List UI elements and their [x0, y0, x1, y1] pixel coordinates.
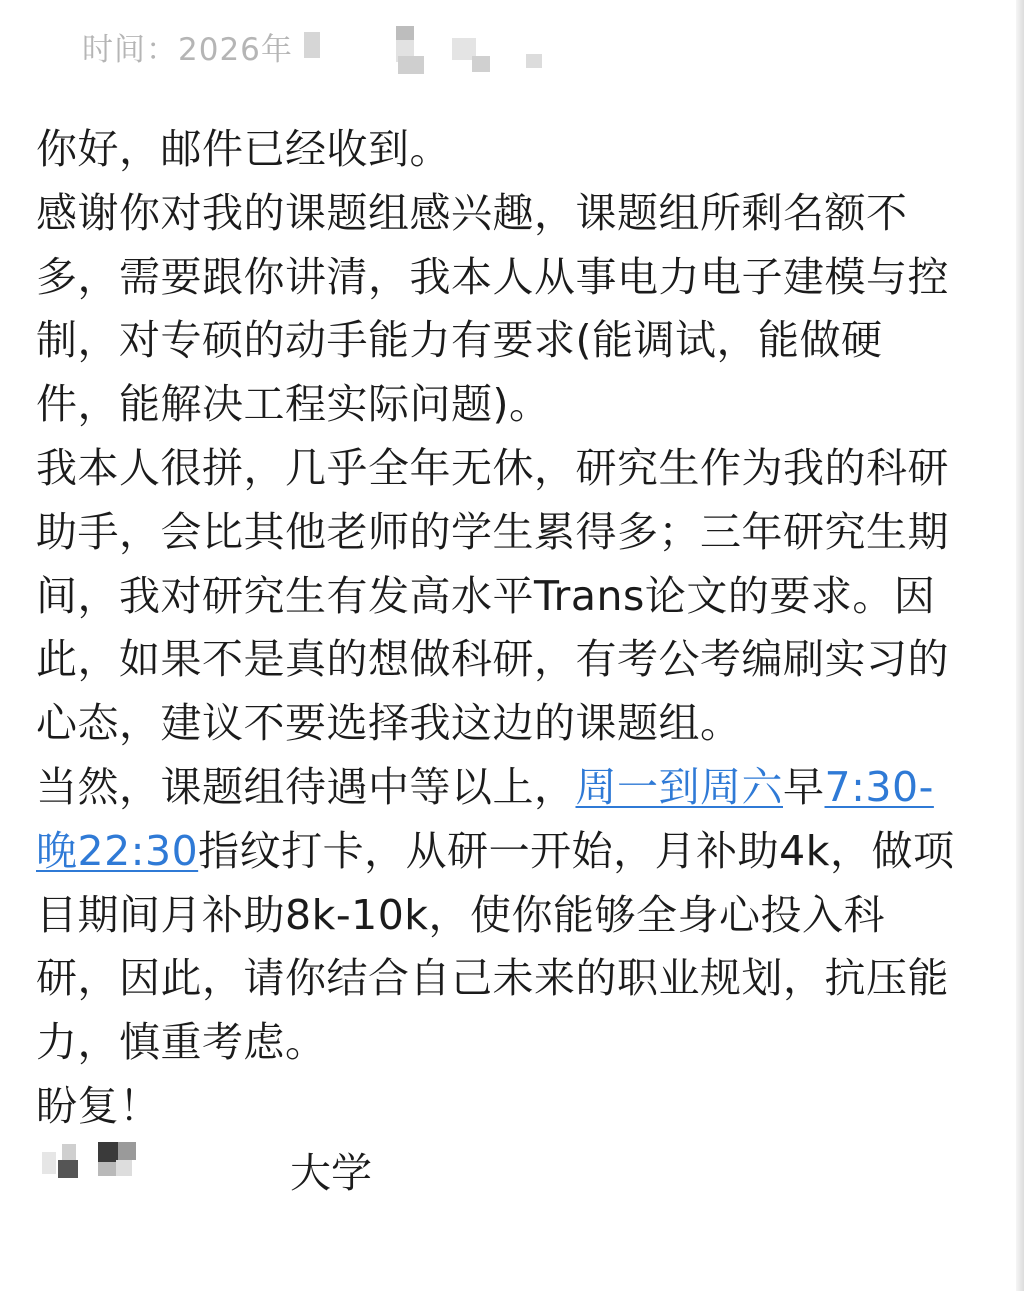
body-line: 力，慎重考虑。: [36, 1018, 327, 1067]
body-line: 感谢你对我的课题组感兴趣，课题组所剩名额不: [36, 188, 908, 237]
schedule-link-start-time[interactable]: 7:30-: [824, 762, 934, 811]
body-line: 助手，会比其他老师的学生累得多；三年研究生期: [36, 507, 949, 556]
body-line: 心态，建议不要选择我这边的课题组。: [36, 699, 742, 748]
body-line: 间，我对研究生有发高水平Trans论文的要求。因: [36, 571, 936, 620]
body-line: 盼复！: [36, 1081, 161, 1130]
body-line: 研，因此，请你结合自己未来的职业规划，抗压能: [36, 954, 949, 1003]
body-line-with-links: [36, 820, 996, 884]
body-line: 此，如果不是真的想做科研，有考公考编刷实习的: [36, 635, 949, 684]
body-text-segment: 当然，课题组待遇中等以上，: [36, 762, 576, 811]
body-line: 多，需要跟你讲清，我本人从事电力电子建模与控: [36, 252, 949, 301]
email-body: [36, 118, 996, 1139]
time-label: 时间：2026年: [82, 31, 293, 68]
signature-university: 大学: [290, 1149, 372, 1197]
body-line: 你好，邮件已经收到。: [36, 125, 451, 173]
body-line: 我本人很拼，几乎全年无休，研究生作为我的科研: [36, 443, 949, 492]
email-header-time: [82, 24, 293, 68]
body-line: 制，对专硕的动手能力有要求(能调试，能做硬: [36, 316, 883, 365]
page-edge-shadow: [1016, 0, 1024, 1291]
schedule-link-end-time[interactable]: 晚22:30: [36, 826, 199, 875]
redacted-mosaic-signature: [36, 1138, 146, 1186]
redacted-mosaic-header: [300, 26, 550, 76]
body-text-segment: 指纹打卡，从研一开始，月补助4k，做项: [198, 826, 955, 875]
body-line: 目期间月补助8k-10k，使你能够全身心投入科: [36, 890, 886, 939]
schedule-link-weekdays[interactable]: 周一到周六: [575, 762, 783, 811]
body-text-segment: 早: [783, 762, 825, 811]
body-line-with-links: [36, 756, 996, 820]
body-line: 件，能解决工程实际问题)。: [36, 380, 551, 429]
